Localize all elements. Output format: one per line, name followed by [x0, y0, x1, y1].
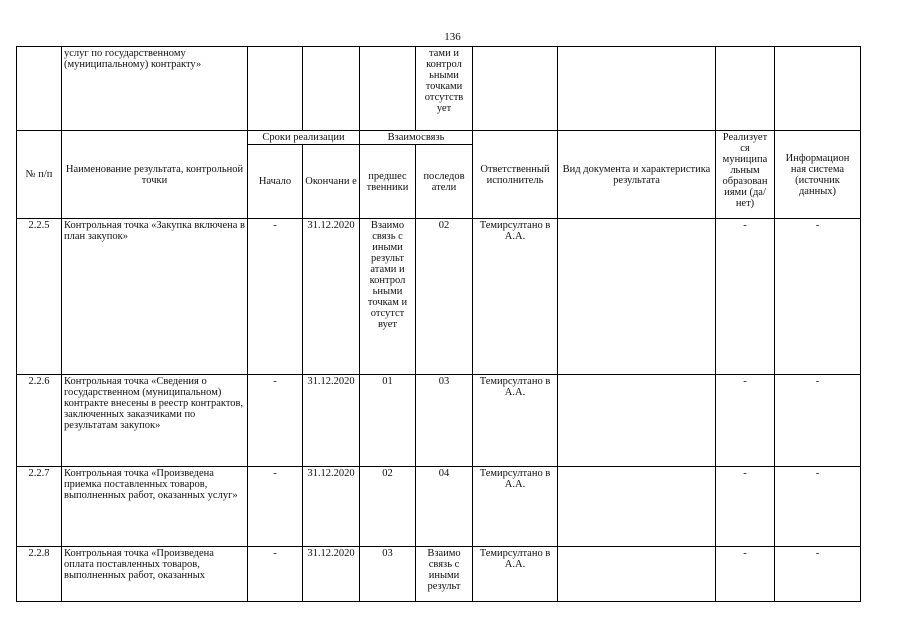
row-info-system: - — [775, 467, 861, 547]
row-start: - — [248, 375, 303, 467]
header-row-1 — [17, 131, 861, 145]
header-start: Начало — [248, 145, 303, 219]
row-name: Контрольная точка «Закупка включена в план закупок» — [62, 219, 248, 375]
row-doc-type — [558, 375, 716, 467]
row-predecessors: Взаимо связь с иными результ атами и контрол ьными точкам и отсутст вует — [360, 219, 416, 375]
row-start: - — [248, 467, 303, 547]
row-doc-type — [558, 547, 716, 602]
row-end: 31.12.2020 — [303, 547, 360, 602]
row-predecessors: 03 — [360, 547, 416, 602]
carry-succ-cell: тами и контрол ьными точками отсутств ует — [416, 47, 473, 131]
carry-num-cell — [17, 47, 62, 131]
row-name: Контрольная точка «Сведения о государственном (муниципальном) контракте внесены в реестр контрактов, заключенных заказчиками по результатам закупок» — [62, 375, 248, 467]
table-row — [17, 547, 861, 602]
header-doc-type: Вид документа и характеристика результата — [558, 131, 716, 219]
carry-doc-cell — [558, 47, 716, 131]
header-end: Окончани е — [303, 145, 360, 219]
row-responsible: Темирсултано в А.А. — [473, 547, 558, 602]
row-info-system: - — [775, 219, 861, 375]
header-info-system: Информацион ная система (источник данных) — [775, 131, 861, 219]
row-start: - — [248, 547, 303, 602]
row-responsible: Темирсултано в А.А. — [473, 467, 558, 547]
row-doc-type — [558, 219, 716, 375]
header-municipal: Реализует ся муниципа льным образован иями (да/нет) — [716, 131, 775, 219]
row-successors: Взаимо связь с иными результ — [416, 547, 473, 602]
row-end: 31.12.2020 — [303, 375, 360, 467]
header-responsible: Ответственный исполнитель — [473, 131, 558, 219]
page-number: 136 — [444, 31, 461, 43]
row-num: 2.2.6 — [17, 375, 62, 467]
row-responsible: Темирсултано в А.А. — [473, 219, 558, 375]
row-responsible: Темирсултано в А.А. — [473, 375, 558, 467]
row-name: Контрольная точка «Произведена приемка поставленных товаров, выполненных работ, оказанных услуг» — [62, 467, 248, 547]
row-predecessors: 02 — [360, 467, 416, 547]
row-end: 31.12.2020 — [303, 219, 360, 375]
table-row — [17, 375, 861, 467]
row-name: Контрольная точка «Произведена оплата поставленных товаров, выполненных работ, оказанных — [62, 547, 248, 602]
carry-name-cell: услуг по государственному (муниципальному) контракту» — [62, 47, 248, 131]
carry-row — [17, 47, 861, 131]
row-municipal: - — [716, 547, 775, 602]
table-row — [17, 467, 861, 547]
results-table — [16, 46, 861, 602]
row-start: - — [248, 219, 303, 375]
header-successors: последов атели — [416, 145, 473, 219]
header-terms: Сроки реализации — [248, 131, 360, 145]
row-info-system: - — [775, 547, 861, 602]
carry-info-cell — [775, 47, 861, 131]
row-num: 2.2.7 — [17, 467, 62, 547]
carry-mun-cell — [716, 47, 775, 131]
row-num: 2.2.8 — [17, 547, 62, 602]
carry-end-cell — [303, 47, 360, 131]
carry-pred-cell — [360, 47, 416, 131]
row-info-system: - — [775, 375, 861, 467]
row-predecessors: 01 — [360, 375, 416, 467]
carry-resp-cell — [473, 47, 558, 131]
header-relation: Взаимосвязь — [360, 131, 473, 145]
row-end: 31.12.2020 — [303, 467, 360, 547]
carry-start-cell — [248, 47, 303, 131]
row-successors: 03 — [416, 375, 473, 467]
row-doc-type — [558, 467, 716, 547]
header-num: № п/п — [17, 131, 62, 219]
header-name: Наименование результата, контрольной точки — [62, 131, 248, 219]
table-row — [17, 219, 861, 375]
row-successors: 04 — [416, 467, 473, 547]
row-municipal: - — [716, 467, 775, 547]
row-municipal: - — [716, 375, 775, 467]
row-municipal: - — [716, 219, 775, 375]
header-predecessors: предшес твенники — [360, 145, 416, 219]
row-successors: 02 — [416, 219, 473, 375]
row-num: 2.2.5 — [17, 219, 62, 375]
